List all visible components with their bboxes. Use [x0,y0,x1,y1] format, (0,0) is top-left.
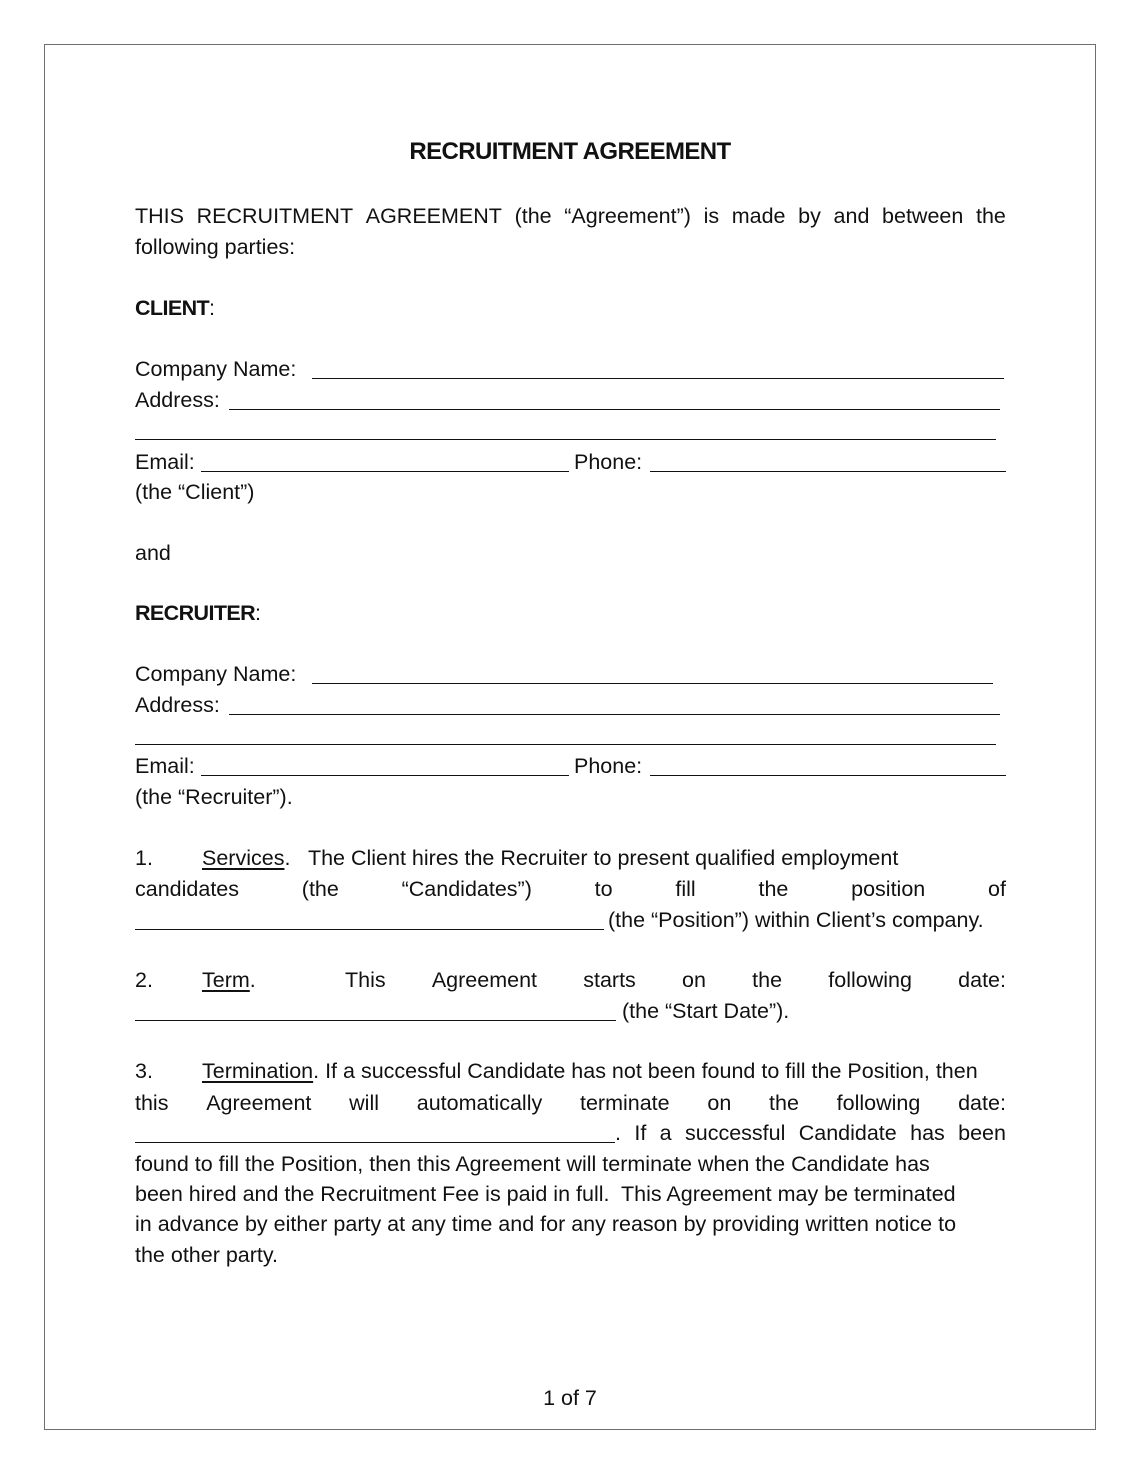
section-2-line-1: This Agreement starts on the following date: [345,968,1006,992]
client-email-field[interactable] [201,471,569,472]
section-3-number: 3. [135,1059,153,1083]
client-phone-field[interactable] [650,471,1006,472]
recruiter-address-field[interactable] [229,714,1000,715]
client-designation: (the “Client”) [135,480,255,504]
section-2-line-2: (the “Start Date”). [622,999,790,1023]
position-field[interactable] [135,929,604,930]
recruiter-phone-field[interactable] [650,775,1006,776]
client-email-label: Email: [135,450,195,474]
intro-line-1: THIS RECRUITMENT AGREEMENT (the “Agreement”) is made by and between the [135,204,1006,228]
and-text: and [135,541,171,565]
recruiter-phone-label: Phone: [574,754,643,778]
section-1-line-2: candidates (the “Candidates”) to fill the position of [135,877,1006,901]
recruiter-designation: (the “Recruiter”). [135,785,293,809]
section-3-line-1: Termination. If a successful Candidate has not been found to fill the Position, then [202,1059,978,1083]
section-3-line-7: the other party. [135,1243,279,1267]
section-1-line-1 [202,845,1006,871]
section-3-line-4: found to fill the Position, then this Agreement will terminate when the Candidate has [135,1152,930,1176]
section-2-number: 2. [135,968,153,992]
section-3-line-3: . If a successful Candidate has been [615,1121,1006,1145]
client-phone-label: Phone: [574,450,643,474]
page-number: 1 of 7 [543,1386,597,1410]
client-address-field-line-2[interactable] [135,439,996,440]
client-address-label: Address: [135,388,220,412]
client-heading: CLIENT: [135,296,216,320]
recruiter-heading: RECRUITER: [135,601,262,625]
client-address-field[interactable] [229,409,1000,410]
section-2-heading: Term. [202,968,256,992]
client-company-field[interactable] [312,378,1004,379]
section-3-line-2: this Agreement will automatically terminate on the following date: [135,1091,1006,1115]
recruiter-company-label: Company Name: [135,662,297,686]
recruiter-email-field[interactable] [201,775,569,776]
section-1-line-3: (the “Position”) within Client’s company. [608,908,984,932]
section-1-heading: Services [202,846,285,870]
section-3-heading: Termination [202,1059,314,1083]
recruiter-address-label: Address: [135,693,220,717]
section-3-line-6: in advance by either party at any time and for any reason by providing written notice to [135,1212,957,1236]
termination-date-field[interactable] [135,1142,615,1143]
recruiter-address-field-line-2[interactable] [135,744,996,745]
section-1-number: 1. [135,846,153,870]
section-1-line-1-text: . The Client hires the Recruiter to present qualified employment [284,846,899,870]
recruiter-email-label: Email: [135,754,195,778]
document-title: RECRUITMENT AGREEMENT [409,138,731,165]
start-date-field[interactable] [135,1020,616,1021]
client-company-label: Company Name: [135,357,297,381]
intro-line-2: following parties: [135,235,296,259]
recruiter-company-field[interactable] [312,683,993,684]
section-3-line-5: been hired and the Recruitment Fee is paid in full. This Agreement may be terminated [135,1182,956,1206]
